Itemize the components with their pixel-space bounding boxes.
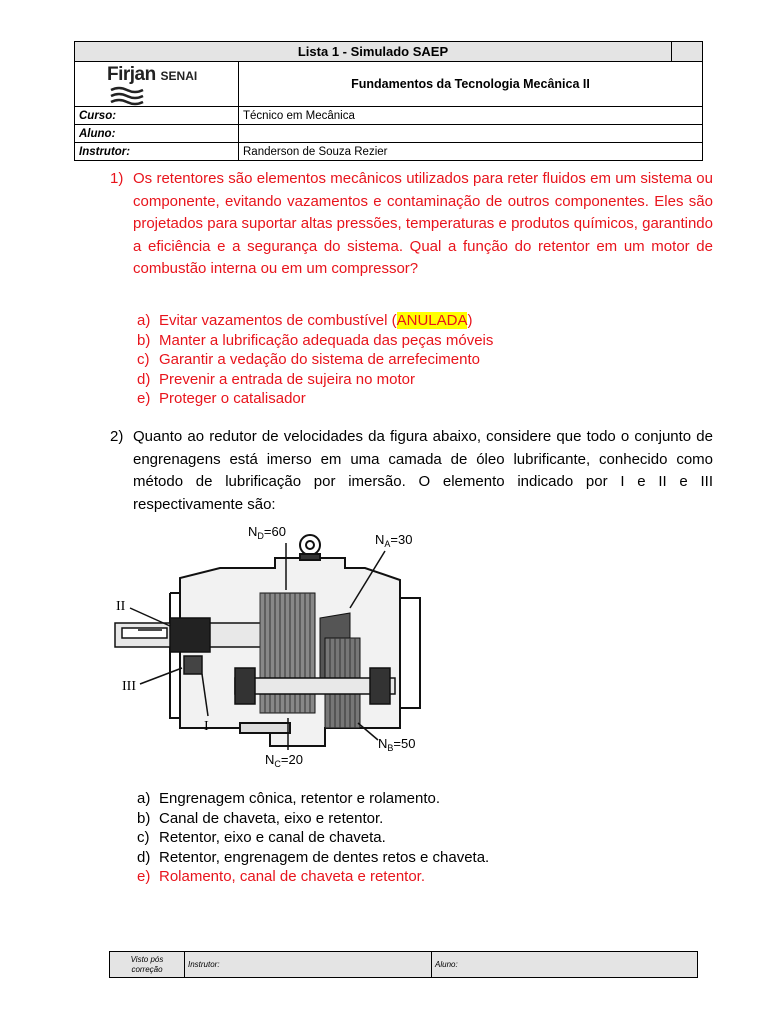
q1-option-c[interactable]: c) Garantir a vedação do sistema de arrefecimento — [137, 351, 480, 368]
q2-option-e[interactable]: e) Rolamento, canal de chaveta e retentor. — [137, 868, 426, 885]
footer-instructor[interactable]: Instrutor: — [185, 952, 432, 978]
question-2 — [110, 426, 713, 516]
lifting-eye — [300, 535, 320, 560]
q1-option-b[interactable]: b) Manter a lubrificação adequada das peças móveis — [137, 331, 494, 349]
label-nc: $N_C=20$ — [265, 752, 303, 768]
student-value[interactable] — [239, 125, 703, 143]
subject-title: Fundamentos da Tecnologia Mecânica II — [239, 62, 703, 107]
question-2-number: 2) — [110, 428, 124, 445]
course-label: Curso: — [75, 107, 239, 125]
question-1-number: 1) — [110, 170, 124, 187]
label-nd: $N_D=60$ — [248, 524, 286, 541]
visto-cell: Visto pós correção — [110, 952, 185, 978]
gear-nd — [260, 593, 315, 713]
document-title: Lista 1 - Simulado SAEP — [75, 42, 672, 62]
course-value: Técnico em Mecânica — [239, 107, 703, 125]
q1-option-a[interactable]: a) Evitar vazamentos de combustível (ANULADA) — [137, 312, 473, 329]
instructor-label: Instrutor: — [75, 143, 239, 161]
logo-cell — [75, 62, 239, 107]
q2-option-d[interactable]: d) Retentor, engrenagem de dentes retos e chaveta. — [137, 848, 490, 866]
label-na: $N_A=30$ — [375, 532, 413, 549]
question-1-options — [137, 311, 493, 409]
q2-option-c[interactable]: c) Retentor, eixo e canal de chaveta. — [137, 829, 386, 846]
student-label: Aluno: — [75, 125, 239, 143]
label-nb: $N_B=50$ — [378, 736, 416, 753]
question-1-text: Os retentores são elementos mecânicos utilizados para reter fluidos em um sistema ou componente, evitando vazamentos e contaminação de outros componentes. Eles são projetados para suportar altas pressões, temperaturas e produtos químicos, garantindo a eficiência e a segurança do sistema. Qual a função do retentor em um motor de combustão interna ou em um compressor? — [133, 170, 713, 277]
label-i: I — [204, 719, 209, 734]
q2-option-a[interactable]: a) Engrenagem cônica, retentor e rolamento. — [137, 790, 440, 807]
footer-table — [109, 951, 698, 978]
logo-waves-icon — [109, 86, 149, 106]
q1-option-e[interactable]: e) Proteger o catalisador — [137, 390, 306, 407]
instructor-value: Randerson de Souza Rezier — [239, 143, 703, 161]
q1-option-d[interactable]: d) Prevenir a entrada de sujeira no motor — [137, 370, 415, 388]
footer-student[interactable]: Aluno: — [432, 952, 698, 978]
question-2-text: Quanto ao redutor de velocidades da figura abaixo, considere que todo o conjunto de engrenagens está imerso em uma camada de óleo lubrificante, conhecido como método de lubrificação por imersão. O elemento indicado por I e II e III respectivamente são: — [133, 428, 713, 513]
annulled-badge: ANULADA — [396, 312, 468, 329]
gearbox-figure — [110, 518, 430, 768]
q2-option-b[interactable]: b) Canal de chaveta, eixo e retentor. — [137, 809, 384, 827]
header-table — [74, 41, 703, 161]
title-blank-cell — [672, 42, 703, 62]
label-iii: III — [122, 679, 136, 694]
label-ii: II — [116, 599, 126, 614]
question-2-options — [137, 789, 489, 887]
question-1 — [110, 168, 713, 281]
firjan-senai-logo: Firjan SENAI — [107, 62, 227, 106]
